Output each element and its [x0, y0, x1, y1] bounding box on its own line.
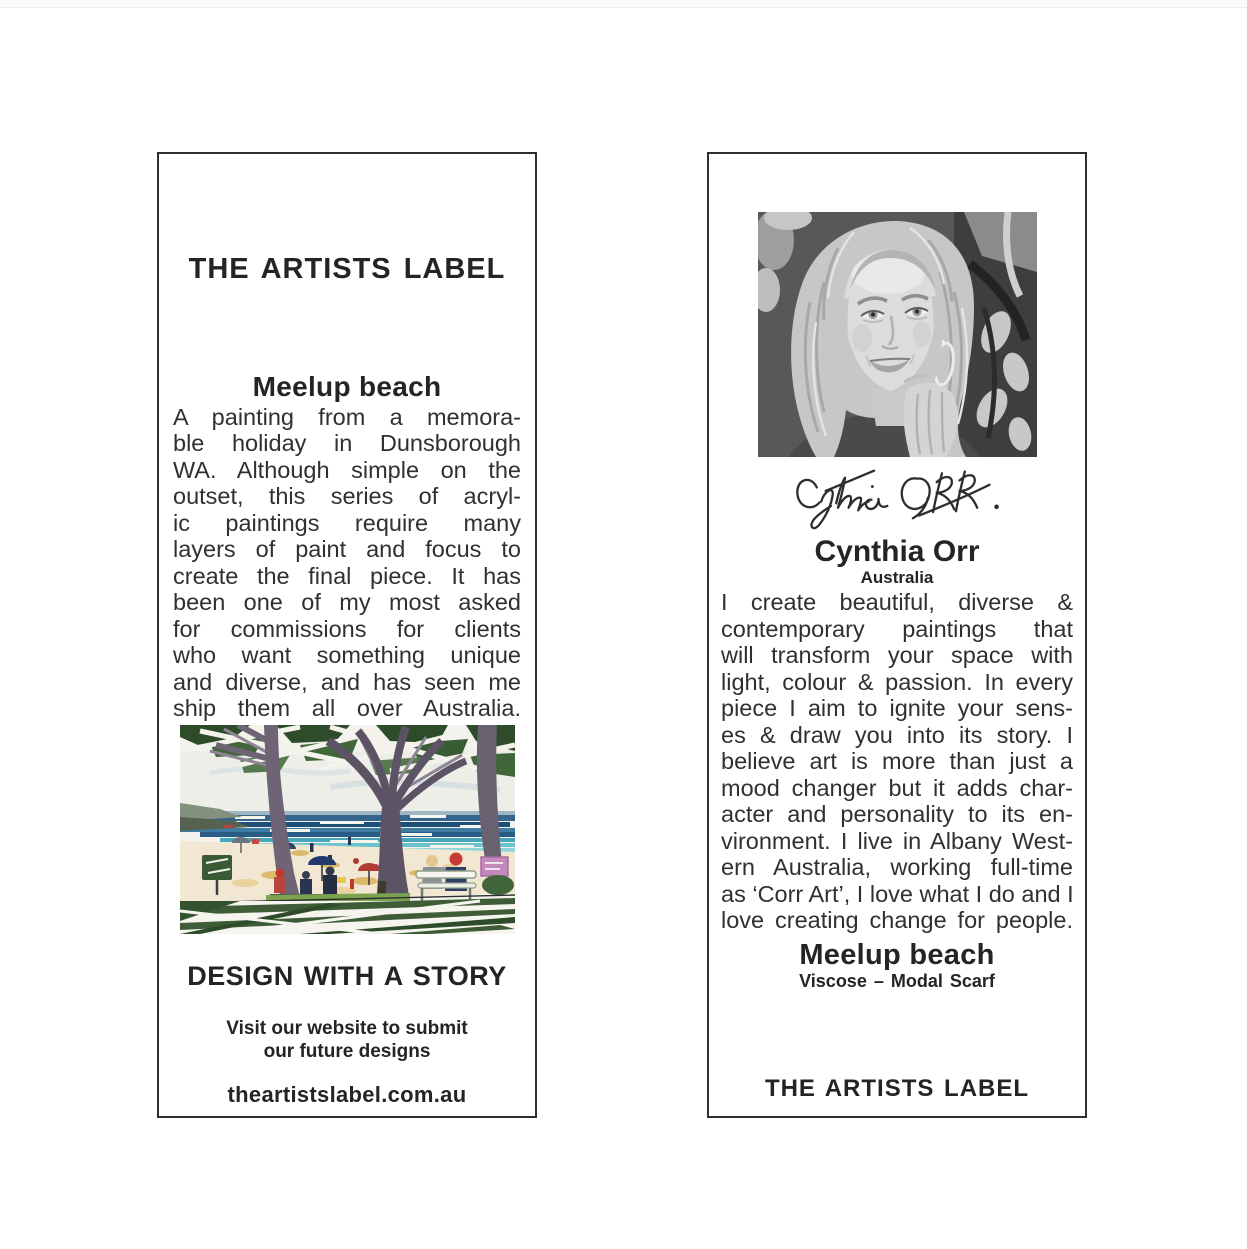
page-edge: [0, 0, 1247, 8]
cta-line: our future designs: [263, 1041, 431, 1063]
bio-line: piece I aim to ignite your sens-: [721, 695, 1073, 722]
bio-line: love creating change for people.: [721, 907, 1073, 934]
artwork-description: [173, 404, 521, 722]
brand-title: THE ARTISTS LABEL: [188, 253, 506, 285]
bio-line: vironment. I live in Albany West-: [721, 827, 1073, 854]
description-line: ship them all over Australia.: [173, 695, 521, 722]
description-line: for commissions for clients: [173, 615, 521, 642]
artist-signature: [778, 461, 1016, 535]
artist-name: Cynthia Orr: [814, 535, 980, 568]
tagline: DESIGN WITH A STORY: [187, 960, 507, 991]
bio-line: will transform your space with: [721, 642, 1073, 669]
description-line: who want something unique: [173, 642, 521, 669]
artist-bio: [721, 589, 1073, 934]
bio-line: mood changer but it adds char-: [721, 774, 1073, 801]
description-line: and diverse, and has seen me: [173, 668, 521, 695]
description-line: layers of paint and focus to: [173, 536, 521, 563]
description-line: A painting from a memora-: [173, 403, 521, 430]
front-tag-panel: [157, 152, 537, 1118]
description-line: WA. Although simple on the: [173, 456, 521, 483]
website-url: theartistslabel.com.au: [227, 1081, 467, 1107]
description-line: ble holiday in Dunsborough: [173, 430, 521, 457]
bio-line: es & draw you into its story. I: [721, 721, 1073, 748]
bio-line: believe art is more than just a: [721, 748, 1073, 775]
product-subtitle: Viscose – Modal Scarf: [799, 971, 995, 992]
product-title: Meelup beach: [799, 938, 995, 971]
description-line: outset, this series of acryl-: [173, 483, 521, 510]
bio-line: light, colour & passion. In every: [721, 668, 1073, 695]
bio-line: ern Australia, working full-time: [721, 854, 1073, 881]
back-tag-panel: [707, 152, 1087, 1118]
artist-photo: [758, 212, 1037, 457]
description-line: create the final piece. It has: [173, 562, 521, 589]
cta-line: Visit our website to submit: [226, 1018, 468, 1040]
artwork-title: Meelup beach: [252, 370, 442, 402]
bio-line: contemporary paintings that: [721, 615, 1073, 642]
description-line: been one of my most asked: [173, 589, 521, 616]
artist-country: Australia: [860, 568, 934, 587]
brand-footer: THE ARTISTS LABEL: [764, 1074, 1030, 1102]
description-line: ic paintings require many: [173, 509, 521, 536]
meelup-beach-painting: [180, 725, 515, 934]
bio-line: I create beautiful, diverse &: [721, 589, 1073, 616]
bio-line: as ‘Corr Art’, I love what I do and I: [721, 880, 1074, 907]
website-cta: [226, 1017, 467, 1063]
bio-line: acter and personality to its en-: [721, 801, 1073, 828]
